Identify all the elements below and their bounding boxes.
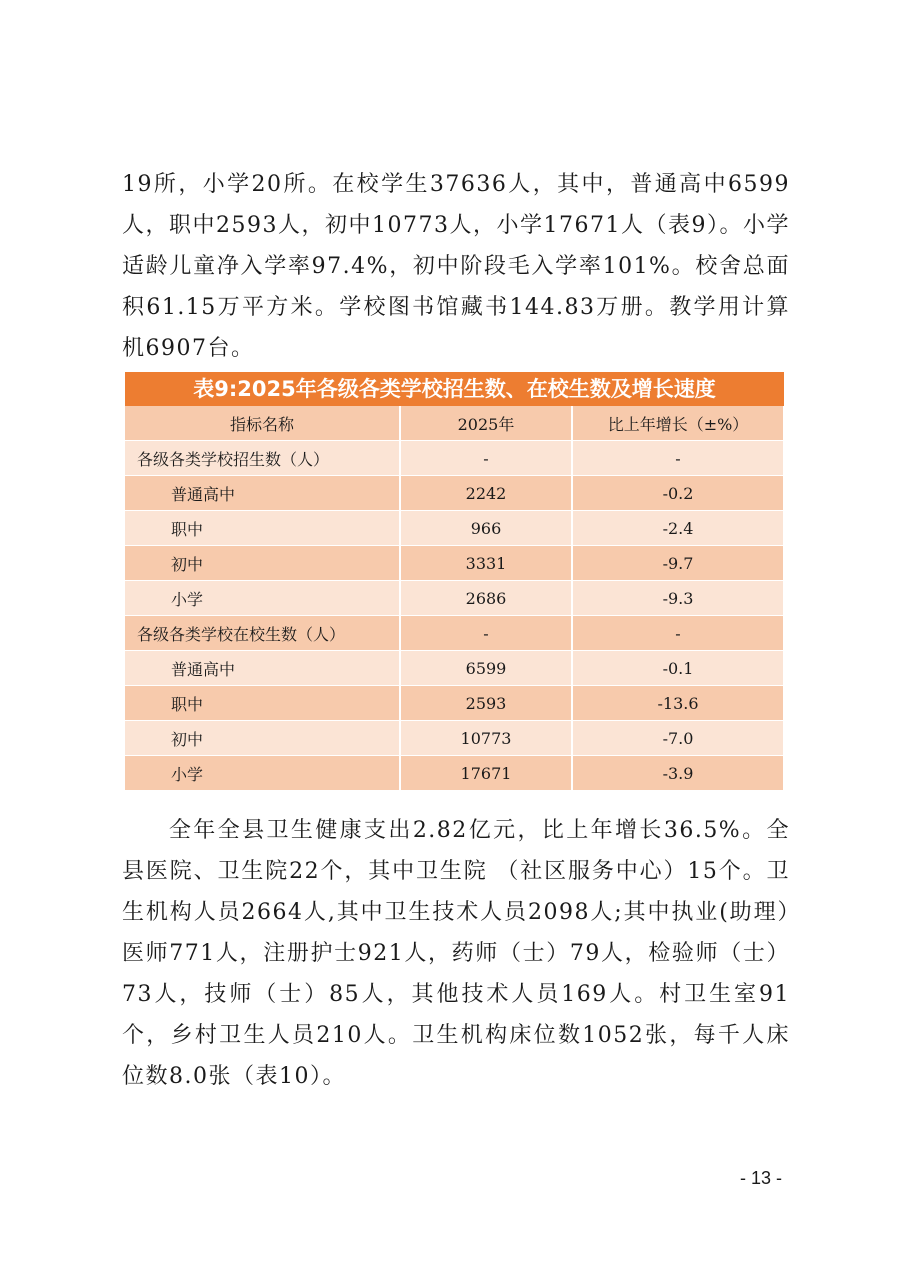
table-row: [125, 441, 784, 476]
row-growth: -7.0: [572, 721, 784, 756]
row-value: 17671: [400, 756, 572, 791]
paragraph-health-text: 全年全县卫生健康支出2.82亿元，比上年增长36.5%。全县医院、卫生院22个，其中卫生院 （社区服务中心）15个。卫生机构人员2664人,其中卫生技术人员2098人;其中执业(助理）医师771人，注册护士921人，药师（士）79人，检验师（士）73人，技师（士）85人，其他技术人员169人。村卫生室91个，乡村卫生人员210人。卫生机构床位数1052张，每千人床位数8.0张（表10）。: [122, 818, 790, 1089]
row-name: 普通高中: [125, 651, 400, 686]
table-row: [125, 756, 784, 791]
row-value: 2593: [400, 686, 572, 721]
paragraph-education-text: 19所，小学20所。在校学生37636人，其中，普通高中6599人，职中2593人，初中10773人，小学17671人（表9）。小学适龄儿童净入学率97.4%，初中阶段毛入学率101%。校舍总面积61.15万平方米。学校图书馆藏书144.83万册。教学用计算机6907台。: [122, 172, 790, 361]
row-name: 普通高中: [125, 476, 400, 511]
row-value: 2242: [400, 476, 572, 511]
row-value: 2686: [400, 581, 572, 616]
table-row: [125, 511, 784, 546]
row-value: 3331: [400, 546, 572, 581]
header-indicator: 指标名称: [125, 406, 400, 441]
row-name: 初中: [125, 546, 400, 581]
table-row: [125, 686, 784, 721]
row-value: -: [400, 441, 572, 476]
table-row: [125, 651, 784, 686]
row-name: 小学: [125, 581, 400, 616]
row-growth: -2.4: [572, 511, 784, 546]
table-title: 表9:2025年各级各类学校招生数、在校生数及增长速度: [125, 372, 784, 406]
table-row: [125, 616, 784, 651]
row-name: 小学: [125, 756, 400, 791]
row-name: 初中: [125, 721, 400, 756]
row-growth: -0.2: [572, 476, 784, 511]
paragraph-education: [122, 164, 790, 369]
row-growth: -: [572, 441, 784, 476]
table-row: [125, 546, 784, 581]
row-growth: -9.7: [572, 546, 784, 581]
education-table: [125, 372, 784, 791]
row-name: 职中: [125, 686, 400, 721]
table-row: [125, 476, 784, 511]
table-grid: [125, 406, 785, 791]
row-value: -: [400, 616, 572, 651]
table-row: [125, 721, 784, 756]
row-value: 966: [400, 511, 572, 546]
row-name: 各级各类学校招生数（人）: [125, 441, 400, 476]
row-name: 各级各类学校在校生数（人）: [125, 616, 400, 651]
header-growth: 比上年增长（±%）: [572, 406, 784, 441]
row-growth: -9.3: [572, 581, 784, 616]
row-value: 6599: [400, 651, 572, 686]
paragraph-health: [122, 810, 790, 1097]
row-value: 10773: [400, 721, 572, 756]
header-year: 2025年: [400, 406, 572, 441]
row-growth: -0.1: [572, 651, 784, 686]
page-number: - 13 -: [740, 1168, 783, 1188]
row-growth: -13.6: [572, 686, 784, 721]
table-header-row: [125, 406, 784, 441]
row-growth: -3.9: [572, 756, 784, 791]
table-row: [125, 581, 784, 616]
row-growth: -: [572, 616, 784, 651]
row-name: 职中: [125, 511, 400, 546]
